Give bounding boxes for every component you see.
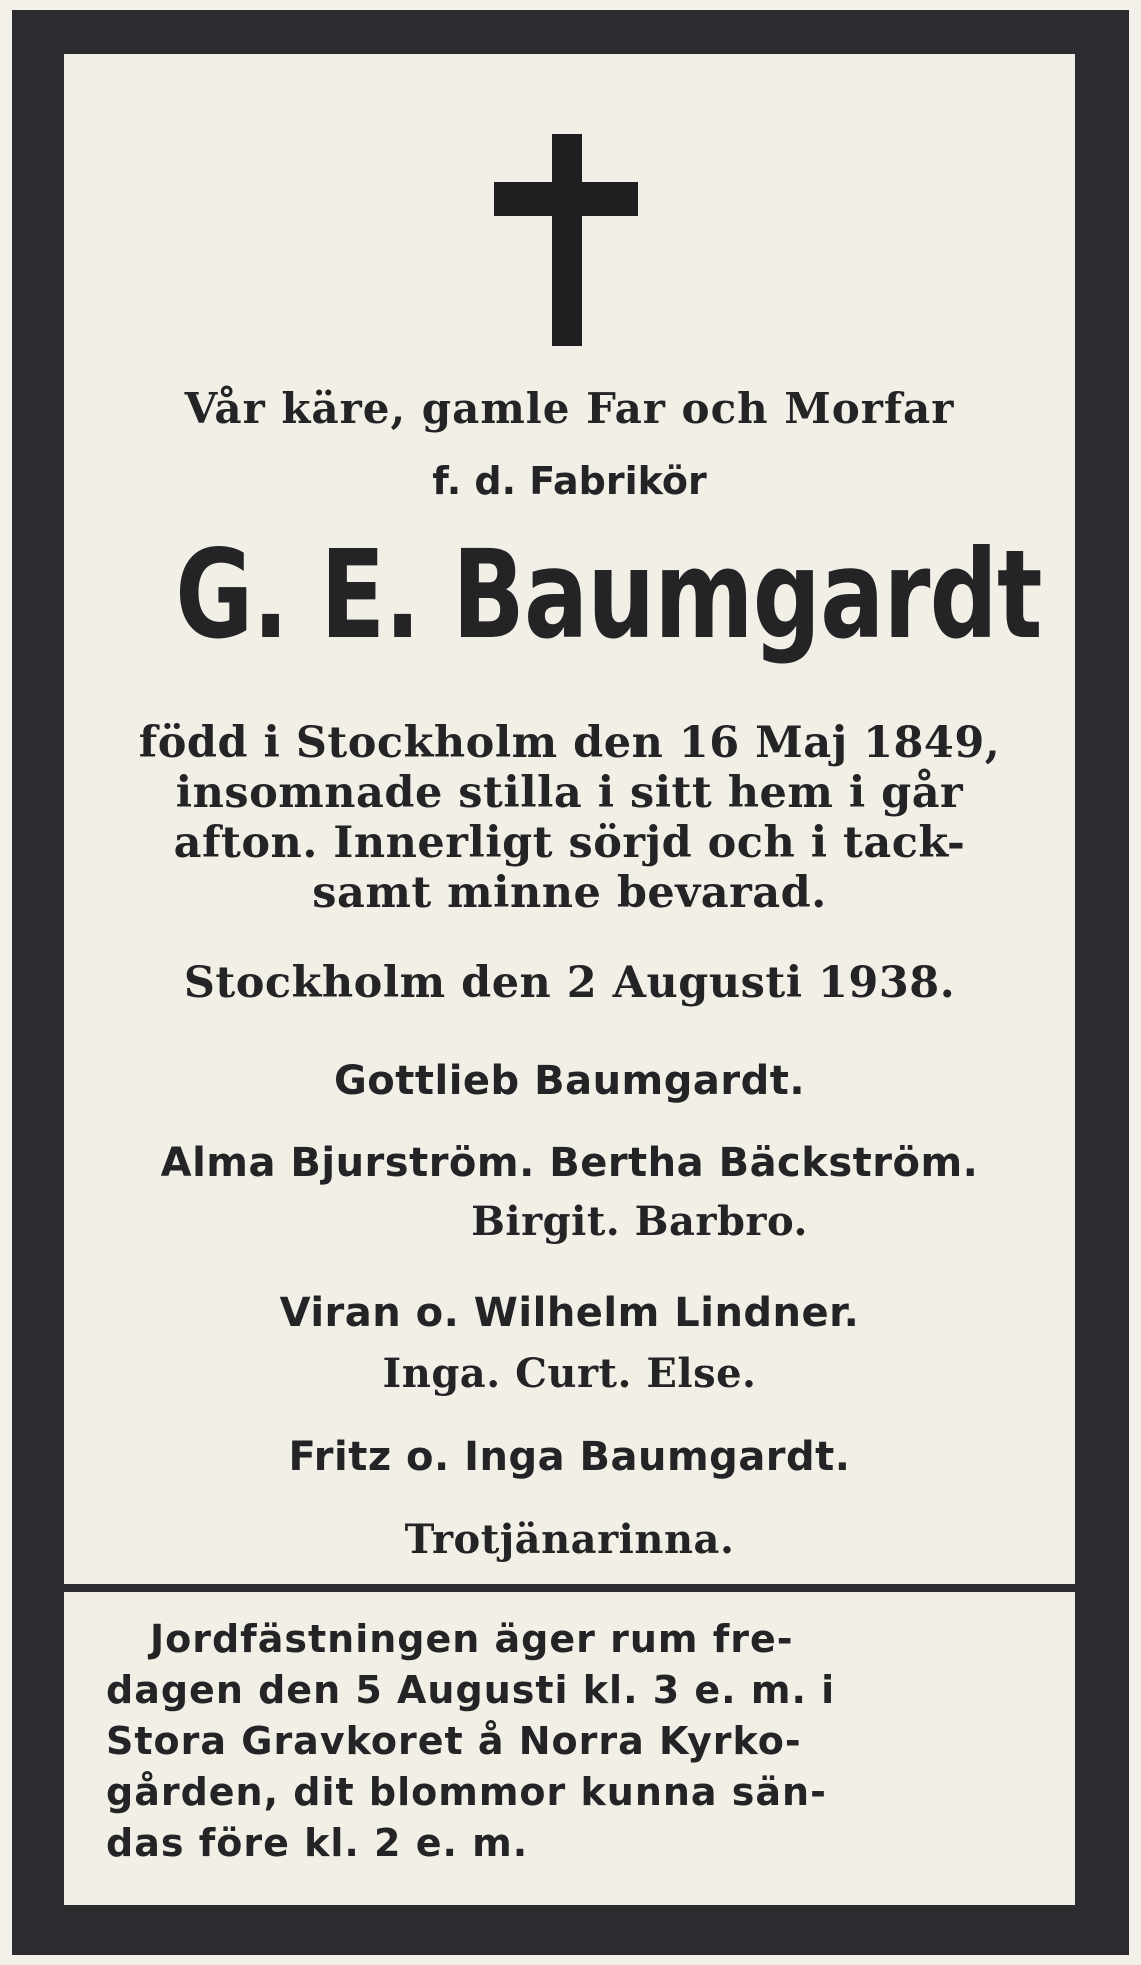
title-line: f. d. Fabrikör [432,459,707,503]
intro-line: Vår käre, gamle Far och Morfar [184,384,955,433]
family-line: Inga. Curt. Else. [382,1350,757,1397]
place-date: Stockholm den 2 Augusti 1938. [183,958,956,1008]
body-line: född i Stockholm den 16 Maj 1849, [138,718,1001,768]
funeral-line: das före kl. 2 e. m. [106,1821,529,1865]
funeral-line: gården, dit blommor kunna sän- [106,1770,827,1814]
notice-content [64,54,1075,1905]
funeral-notice [106,1614,1036,1869]
deceased-name: G. E. Baumgardt [175,524,1042,666]
funeral-line: Jordfästningen äger rum fre- [150,1617,794,1661]
family-line: Gottlieb Baumgardt. [333,1058,806,1104]
funeral-line: Stora Gravkoret å Norra Kyrko- [106,1719,802,1763]
family-line: Fritz o. Inga Baumgardt. [288,1434,851,1480]
servant-line: Trotjänarinna. [404,1516,735,1563]
family-line: Alma Bjurström. Bertha Bäckström. [160,1140,979,1186]
family-line: Viran o. Wilhelm Lindner. [279,1290,860,1336]
funeral-line: dagen den 5 Augusti kl. 3 e. m. i [106,1668,836,1712]
cross-icon [494,134,638,346]
body-line: afton. Innerligt sörjd och i tack- [173,818,966,868]
body-line: insomnade stilla i sitt hem i går [175,768,964,818]
divider [64,1584,1075,1592]
mourning-border [12,10,1129,1955]
body-line: samt minne bevarad. [312,868,827,918]
family-line: Birgit. Barbro. [471,1198,808,1245]
